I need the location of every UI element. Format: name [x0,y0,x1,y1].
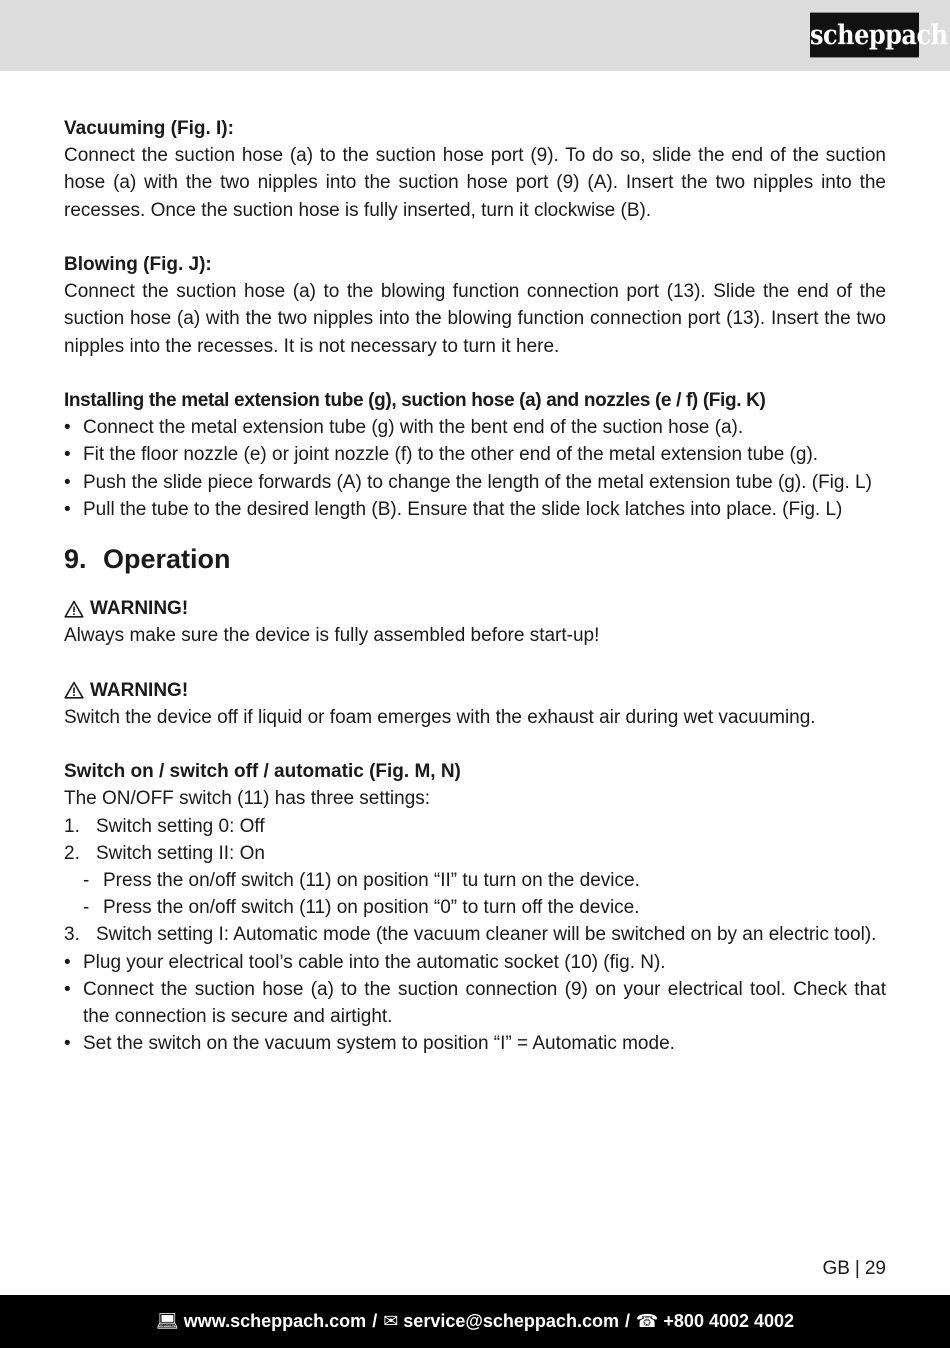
list-item: • Set the switch on the vacuum system to position “I” = Automatic mode. [64,1033,675,1055]
page-number: GB | 29 [822,1258,886,1279]
list-item: 1. Switch setting 0: Off [64,815,265,837]
list-item: • Push the slide piece forwards (A) to change the length of the metal extension tube (g). (Fig. L) [64,471,872,493]
website-link[interactable]: www.scheppach.com [183,1311,367,1331]
email-link[interactable]: service@scheppach.com [403,1311,619,1331]
section-title-text: Operation [103,544,231,575]
installing-heading: Installing the metal extension tube (g), suction hose (a) and nozzles (e / f) (Fig. K) [64,390,766,411]
warning-heading: WARNING! [64,595,886,622]
list-item: • Connect the suction hose (a) to the suction connection (9) on your electrical tool. Check that the connection is secure and airtight. [64,978,886,1028]
warning-text: Always make sure the device is fully assembled before start-up! [64,625,600,647]
warning-text: Switch the device off if liquid or foam emerges with the exhaust air during wet vacuuming. [64,706,816,728]
phone-number[interactable]: +800 4002 4002 [663,1311,795,1331]
list-item: - Press the on/off switch (11) on position “0” to turn off the device. [83,897,640,919]
page-content [64,115,886,1057]
list-item: 3. Switch setting I: Automatic mode (the vacuum cleaner will be switched on by an electric tool). [64,924,877,946]
mail-icon: ✉︎ [383,1311,399,1331]
vacuuming-heading: Vacuuming (Fig. I): [64,118,234,139]
warning-icon [64,681,84,699]
list-item: - Press the on/off switch (11) on position “II” tu turn on the device. [83,870,640,892]
list-item: 2. Switch setting II: On [64,842,265,864]
header-band [0,0,950,71]
warning-icon [64,600,84,618]
switch-heading: Switch on / switch off / automatic (Fig. M, N) [64,761,461,783]
blowing-heading: Blowing (Fig. J): [64,254,212,275]
section-title [64,542,886,576]
list-item: • Plug your electrical tool’s cable into the automatic socket (10) (fig. N). [64,951,666,973]
switch-intro: The ON/OFF switch (11) has three settings: [64,788,431,810]
computer-icon: 💻︎ [155,1311,179,1331]
blowing-text: Connect the suction hose (a) to the blowing function connection port (13). Slide the end of the suction hose (a) with the two nipples into the blowing function connection port (13). Insert the two nipples into the recesses. It is not necessary to turn it here. [64,281,886,357]
footer-bar: 💻︎ www.scheppach.com / ✉︎ service@scheppach.com / ☎ +800 4002 4002 [0,1295,950,1348]
list-item: • Connect the metal extension tube (g) with the bent end of the suction hose (a). [64,417,744,439]
warning-heading: WARNING! [64,677,886,704]
section-number: 9. [64,544,87,575]
phone-icon: ☎ [635,1311,659,1331]
list-item: • Pull the tube to the desired length (B). Ensure that the slide lock latches into place. (Fig. L) [64,498,843,520]
list-item: • Fit the floor nozzle (e) or joint nozzle (f) to the other end of the metal extension tube (g). [64,444,819,466]
vacuuming-text: Connect the suction hose (a) to the suction hose port (9). To do so, slide the end of the suction hose (a) with the two nipples into the suction hose port (9) (A). Insert the two nipples into the recesses. Once the suction hose is fully inserted, turn it clockwise (B). [64,145,886,221]
brand-logo: scheppach [810,13,919,58]
